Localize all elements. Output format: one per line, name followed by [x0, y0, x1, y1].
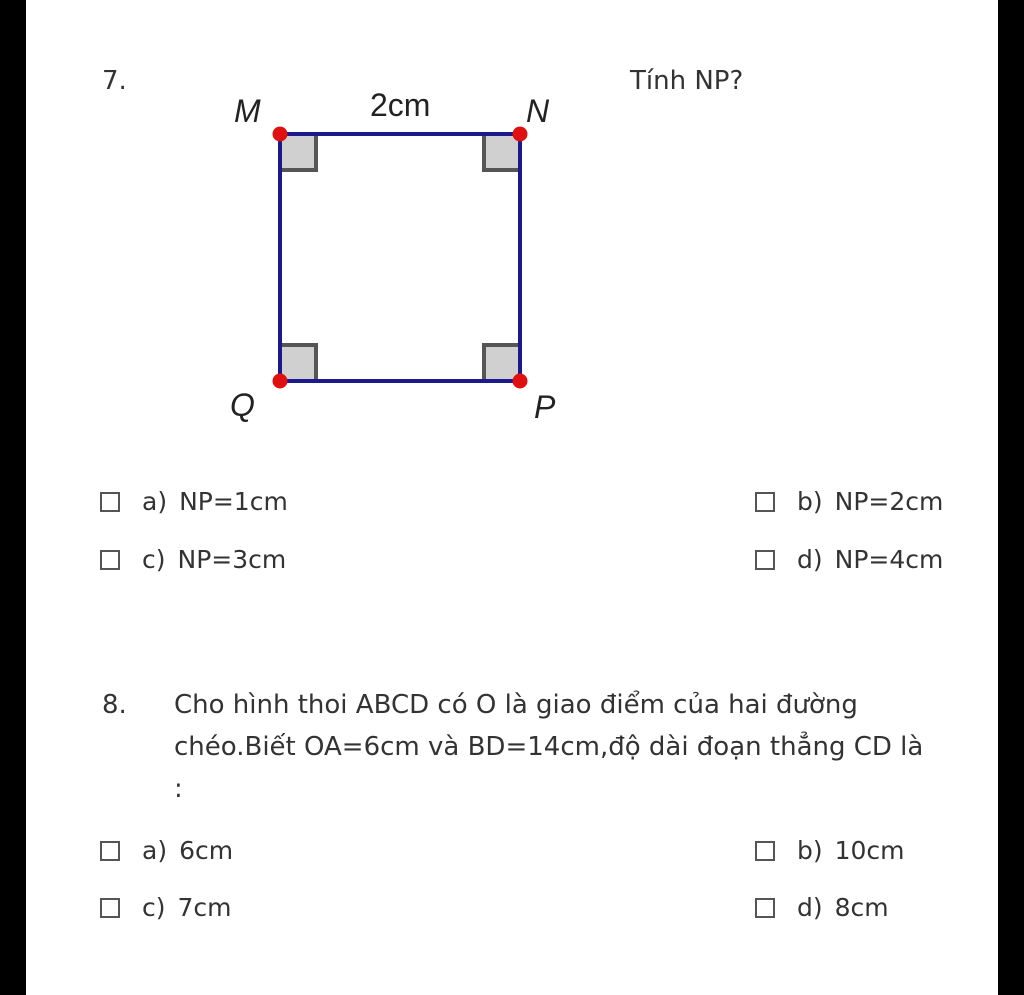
vertex-m-label: M — [234, 93, 261, 129]
q7-option-c[interactable] — [100, 545, 286, 574]
checkbox[interactable] — [755, 841, 775, 861]
checkbox[interactable] — [755, 550, 775, 570]
vertex-p-point — [513, 374, 528, 389]
option-text: NP=2cm — [834, 487, 944, 516]
option-letter: b) — [797, 487, 823, 516]
checkbox[interactable] — [100, 550, 120, 570]
vertex-q-label: Q — [230, 387, 255, 423]
side-mn-length-label: 2cm — [370, 87, 431, 123]
q7-option-d[interactable] — [755, 545, 943, 574]
option-letter: d) — [797, 893, 823, 922]
option-letter: d) — [797, 545, 823, 574]
checkbox[interactable] — [100, 898, 120, 918]
q8-option-b[interactable] — [755, 836, 905, 865]
document-page — [26, 0, 998, 995]
right-angle-marker-m — [280, 134, 316, 170]
checkbox[interactable] — [100, 492, 120, 512]
checkbox[interactable] — [755, 898, 775, 918]
option-letter: c) — [142, 545, 166, 574]
option-text: 7cm — [177, 893, 232, 922]
option-text: 10cm — [834, 836, 905, 865]
option-letter: b) — [797, 836, 823, 865]
q8-option-a[interactable] — [100, 836, 233, 865]
vertex-q-point — [273, 374, 288, 389]
right-angle-marker-p — [484, 345, 520, 381]
option-text: 6cm — [179, 836, 234, 865]
square-mnpq-figure — [226, 80, 606, 440]
vertex-n-label: N — [526, 93, 550, 129]
right-angle-marker-n — [484, 134, 520, 170]
q7-option-b[interactable] — [755, 487, 943, 516]
option-text: NP=4cm — [834, 545, 944, 574]
option-letter: a) — [142, 836, 168, 865]
question-8-number: 8. — [102, 690, 127, 720]
question-7-number: 7. — [102, 66, 127, 96]
q8-option-d[interactable] — [755, 893, 889, 922]
question-8-line-1: Cho hình thoi ABCD có O là giao điểm của hai đường — [174, 690, 858, 720]
option-text: NP=1cm — [179, 487, 288, 516]
option-text: NP=3cm — [177, 545, 287, 574]
q8-option-c[interactable] — [100, 893, 232, 922]
q7-option-a[interactable] — [100, 487, 288, 516]
question-8-line-3: : — [174, 774, 183, 804]
checkbox[interactable] — [755, 492, 775, 512]
option-letter: c) — [142, 893, 166, 922]
checkbox[interactable] — [100, 841, 120, 861]
vertex-p-label: P — [534, 389, 556, 425]
question-8-line-2: chéo.Biết OA=6cm và BD=14cm,độ dài đoạn thẳng CD là — [174, 732, 924, 762]
option-letter: a) — [142, 487, 168, 516]
question-8-text — [174, 684, 954, 810]
question-7-prompt: Tính NP? — [630, 66, 744, 96]
option-text: 8cm — [834, 893, 889, 922]
vertex-m-point — [273, 127, 288, 142]
right-angle-marker-q — [280, 345, 316, 381]
